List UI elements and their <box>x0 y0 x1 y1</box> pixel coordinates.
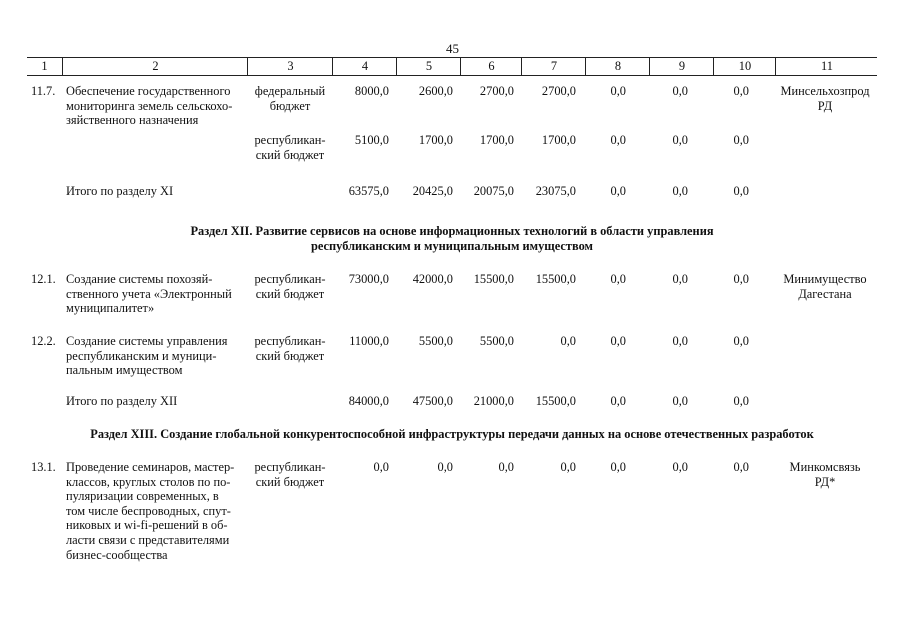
funding-source: республикан- ский бюджет <box>254 133 326 162</box>
value-cell-9: 0,0 <box>672 184 688 198</box>
row-description: Обеспечение государственного мониторинга земель сельскохо- зяйственного назначения <box>66 84 233 128</box>
value-cell-6: 5500,0 <box>479 334 514 348</box>
value-cell-6: 20075,0 <box>473 184 514 198</box>
value-cell-8: 0,0 <box>610 272 626 286</box>
value-cell-4: 8000,0 <box>354 84 389 98</box>
value-cell-7: 15500,0 <box>535 272 576 286</box>
row-number: 12.2. <box>31 334 56 348</box>
value-cell-4: 63575,0 <box>348 184 389 198</box>
value-cell-10: 0,0 <box>733 460 749 474</box>
row-number: 11.7. <box>31 84 56 98</box>
header-col-3: 3 <box>247 58 333 75</box>
value-cell-10: 0,0 <box>733 84 749 98</box>
executor: Минсельхозпрод РД <box>780 84 870 113</box>
executor: Минимущество Дагестана <box>783 272 867 301</box>
value-cell-5: 1700,0 <box>418 133 453 147</box>
value-cell-8: 0,0 <box>610 334 626 348</box>
row-number: 12.1. <box>31 272 56 286</box>
header-col-9: 9 <box>649 58 714 75</box>
value-cell-10: 0,0 <box>733 272 749 286</box>
value-cell-5: 47500,0 <box>412 394 453 408</box>
value-cell-6: 0,0 <box>498 460 514 474</box>
header-col-10: 10 <box>713 58 776 75</box>
value-cell-4: 5100,0 <box>354 133 389 147</box>
funding-source: республикан- ский бюджет <box>254 334 326 363</box>
value-cell-8: 0,0 <box>610 133 626 147</box>
funding-source: республикан- ский бюджет <box>254 460 326 489</box>
header-col-4: 4 <box>332 58 397 75</box>
funding-source: республикан- ский бюджет <box>254 272 326 301</box>
header-col-7: 7 <box>521 58 586 75</box>
value-cell-7: 2700,0 <box>541 84 576 98</box>
section-heading: Раздел XII. Развитие сервисов на основе информационных технологий в области управления республиканским и муниципальным имуществом <box>190 224 714 253</box>
value-cell-4: 11000,0 <box>349 334 389 348</box>
row-description: Проведение семинаров, мастер- классов, круглых столов по по- пуляризации современных, в том числе беспроводных, спут- никовых и wi-fi-решений в об- ласти связи с представителями бизнес-сообщества <box>66 460 235 562</box>
value-cell-6: 15500,0 <box>473 272 514 286</box>
value-cell-10: 0,0 <box>733 394 749 408</box>
value-cell-7: 23075,0 <box>535 184 576 198</box>
value-cell-8: 0,0 <box>610 184 626 198</box>
header-col-8: 8 <box>585 58 650 75</box>
value-cell-5: 0,0 <box>437 460 453 474</box>
value-cell-5: 2600,0 <box>418 84 453 98</box>
value-cell-6: 21000,0 <box>473 394 514 408</box>
header-col-6: 6 <box>460 58 522 75</box>
executor: Минкомсвязь РД* <box>789 460 861 489</box>
header-col-1: 1 <box>41 59 48 73</box>
value-cell-7: 0,0 <box>560 460 576 474</box>
value-cell-8: 0,0 <box>610 460 626 474</box>
value-cell-4: 0,0 <box>373 460 389 474</box>
value-cell-5: 42000,0 <box>412 272 453 286</box>
value-cell-7: 0,0 <box>560 334 576 348</box>
section-total-label: Итого по разделу XI <box>66 184 174 198</box>
funding-source: федеральный бюджет <box>254 84 326 113</box>
section-total-label: Итого по разделу XII <box>66 394 178 408</box>
value-cell-9: 0,0 <box>672 84 688 98</box>
value-cell-7: 1700,0 <box>541 133 576 147</box>
value-cell-5: 5500,0 <box>418 334 453 348</box>
header-col-2: 2 <box>62 58 248 75</box>
value-cell-10: 0,0 <box>733 133 749 147</box>
value-cell-9: 0,0 <box>672 394 688 408</box>
value-cell-10: 0,0 <box>733 184 749 198</box>
row-description: Создание системы управления республиканским и муници- пальным имуществом <box>66 334 228 378</box>
value-cell-9: 0,0 <box>672 460 688 474</box>
header-col-5: 5 <box>396 58 461 75</box>
value-cell-10: 0,0 <box>733 334 749 348</box>
page-number: 45 <box>446 41 459 56</box>
value-cell-9: 0,0 <box>672 272 688 286</box>
value-cell-4: 73000,0 <box>348 272 389 286</box>
value-cell-8: 0,0 <box>610 394 626 408</box>
value-cell-4: 84000,0 <box>348 394 389 408</box>
value-cell-8: 0,0 <box>610 84 626 98</box>
table-header <box>27 58 877 76</box>
value-cell-7: 15500,0 <box>535 394 576 408</box>
value-cell-9: 0,0 <box>672 133 688 147</box>
value-cell-6: 1700,0 <box>479 133 514 147</box>
section-heading: Раздел XIII. Создание глобальной конкурентоспособной инфраструктуры передачи данных на основе отечественных разработок <box>90 427 814 441</box>
value-cell-6: 2700,0 <box>479 84 514 98</box>
row-description: Создание системы похозяй- ственного учета «Электронный муниципалитет» <box>66 272 232 316</box>
row-number: 13.1. <box>31 460 56 474</box>
value-cell-5: 20425,0 <box>412 184 453 198</box>
value-cell-9: 0,0 <box>672 334 688 348</box>
header-col-11: 11 <box>775 58 878 75</box>
